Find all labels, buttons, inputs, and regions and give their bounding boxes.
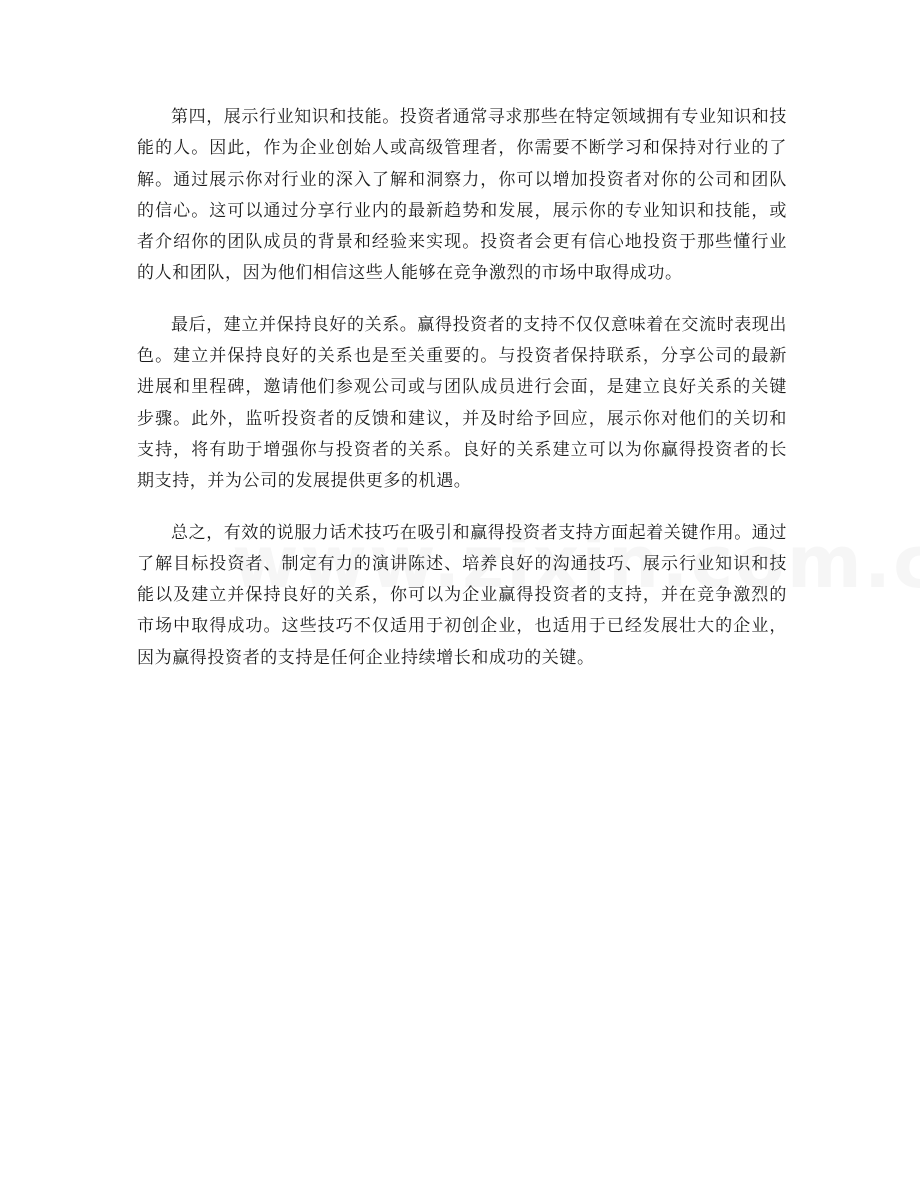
paragraph-relationships: 最后，建立并保持良好的关系。赢得投资者的支持不仅仅意味着在交流时表现出色。建立并保持良好的关系也是至关重要的。与投资者保持联系，分享公司的最新进展和里程碑，邀请他们参观公司或与团队成员进行会面，是建立良好关系的关键步骤。此外，监听投资者的反馈和建议，并及时给予回应，展示你对他们的关切和支持，将有助于增强你与投资者的关系。良好的关系建立可以为你赢得投资者的长期支持，并为公司的发展提供更多的机遇。 — [137, 314, 787, 492]
paragraph-industry-knowledge: 第四，展示行业知识和技能。投资者通常寻求那些在特定领域拥有专业知识和技能的人。因此，作为企业创始人或高级管理者，你需要不断学习和保持对行业的了解。通过展示你对行业的深入了解和洞察力，你可以增加投资者对你的公司和团队的信心。这可以通过分享行业内的最新趋势和发展，展示你的专业知识和技能，或者介绍你的团队成员的背景和经验来实现。投资者会更有信心地投资于那些懂行业的人和团队，因为他们相信这些人能够在竞争激烈的市场中取得成功。 — [137, 107, 787, 284]
document-body — [137, 102, 787, 694]
paragraph-conclusion: 总之，有效的说服力话术技巧在吸引和赢得投资者支持方面起着关键作用。通过了解目标投资者、制定有力的演讲陈述、培养良好的沟通技巧、展示行业知识和技能以及建立并保持良好的关系，你可以为企业赢得投资者的支持，并在竞争激烈的市场中取得成功。这些技巧不仅适用于初创企业，也适用于已经发展壮大的企业，因为赢得投资者的支持是任何企业持续增长和成功的关键。 — [137, 522, 787, 668]
